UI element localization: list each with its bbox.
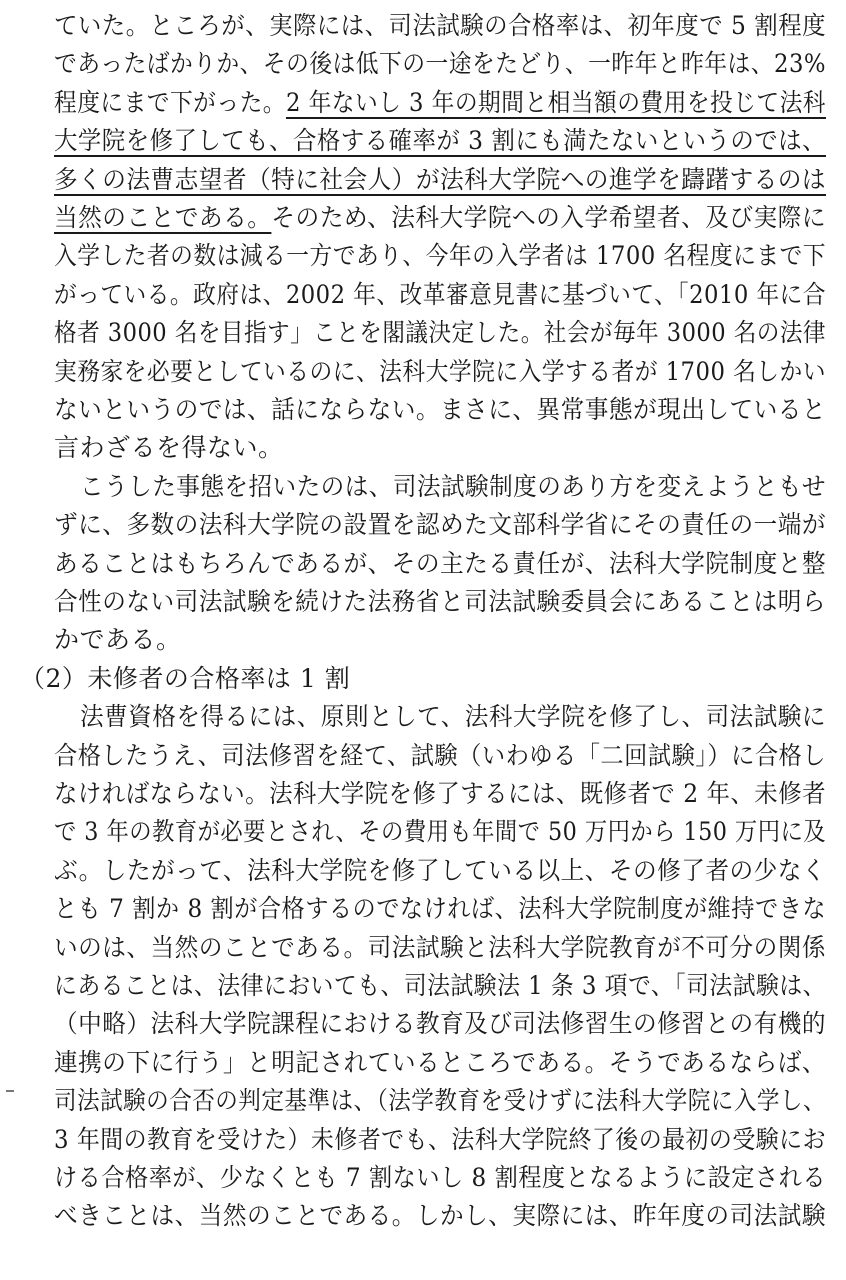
text-segment: なければならない。法科大学院を修了するには、既修者で 2 年、未修者 — [54, 779, 826, 808]
text-line — [54, 85, 826, 121]
text-line — [54, 430, 284, 466]
text-segment: そのため、法科大学院への入学希望者、及び実際に — [271, 203, 826, 232]
text-segment: （中略）法科大学院課程における教育及び司法修習生の修習との有機的 — [54, 1009, 826, 1039]
text-line — [54, 238, 826, 274]
text-segment: 司法試験の合否の判定基準は、（法学教育を受けずに法科大学院に入学し、 — [54, 1086, 826, 1116]
text-line — [80, 699, 826, 735]
text-segment: こうした事態を招いたのは、司法試験制度のあり方を変えようともせ — [80, 471, 826, 501]
text-line — [54, 200, 826, 236]
underlined-text: 当然のことである。 — [54, 203, 272, 232]
text-segment: 入学した者の数は減る一方であり、今年の入学者は 1700 名程度にまで下 — [54, 241, 826, 271]
text-line — [54, 123, 826, 159]
text-segment: ないというのでは、話にならない。まさに、異常事態が現出していると — [54, 395, 826, 424]
text-segment: で 3 年の教育が必要とされ、その費用も年間で 50 万円から 150 万円に及 — [54, 817, 826, 847]
text-line — [54, 1198, 826, 1234]
text-line — [54, 1083, 826, 1119]
text-line — [54, 277, 826, 313]
text-line — [54, 1006, 826, 1042]
text-segment: 実務家を必要としているのに、法科大学院に入学する者が 1700 名しかい — [54, 356, 826, 386]
text-line — [54, 392, 826, 428]
text-line — [80, 469, 826, 505]
text-segment: ずに、多数の法科大学院の設置を認めた文部科学省にその責任の一端が — [54, 510, 826, 540]
text-line — [54, 930, 826, 966]
text-line — [54, 315, 826, 351]
text-line — [54, 1160, 826, 1196]
text-line — [54, 1122, 826, 1158]
text-segment: あることはもちろんであるが、その主たる責任が、法科大学院制度と整 — [54, 548, 826, 578]
text-line — [54, 546, 826, 582]
text-line — [54, 8, 826, 44]
text-line — [54, 853, 826, 889]
text-line — [54, 46, 826, 82]
text-line — [54, 162, 826, 198]
text-line — [54, 776, 826, 812]
underlined-text: 多くの法曹志望者（特に社会人）が法科大学院への進学を躊躇するのは — [54, 164, 826, 194]
text-segment: 格者 3000 名を目指す」ことを閣議決定した。社会が毎年 3000 名の法律 — [54, 318, 826, 348]
text-segment: 合格したうえ、司法修習を経て、試験（いわゆる「二回試験」）に合格し — [54, 740, 826, 770]
text-segment: であったばかりか、その後は低下の一途をたどり、一昨年と昨年は、23% — [54, 49, 826, 79]
text-segment: ける合格率が、少なくとも 7 割ないし 8 割程度となるように設定される — [54, 1163, 826, 1192]
text-segment: 程度にまで下がった。 — [54, 87, 286, 117]
text-segment: 法曹資格を得るには、原則として、法科大学院を修了し、司法試験に — [80, 702, 826, 732]
text-line — [54, 891, 826, 927]
text-segment: 連携の下に行う」と明記されているところである。そうであるならば、 — [54, 1047, 826, 1077]
text-line — [54, 1045, 826, 1081]
text-segment: がっている。政府は、2002 年、改革審意見書に基づいて、「2010 年に合 — [54, 279, 826, 309]
text-line — [54, 507, 826, 543]
text-segment: べきことは、当然のことである。しかし、実際には、昨年度の司法試験 — [54, 1201, 826, 1231]
section-heading — [20, 661, 350, 697]
text-line — [54, 584, 826, 620]
text-line — [54, 354, 826, 390]
text-line — [54, 968, 826, 1004]
text-line — [54, 622, 182, 658]
text-segment: 合性のない司法試験を続けた法務省と司法試験委員会にあることは明ら — [54, 587, 826, 616]
text-segment: 言わざるを得ない。 — [54, 433, 284, 463]
text-segment: 3 年間の教育を受けた）未修者でも、法科大学院終了後の最初の受験にお — [54, 1124, 826, 1154]
text-segment: かである。 — [54, 625, 182, 655]
underlined-text: 2 年ないし 3 年の期間と相当額の費用を投じて法科 — [285, 87, 826, 117]
margin-mark — [6, 1090, 14, 1092]
text-segment: ぶ。したがって、法科大学院を修了している以上、その修了者の少なく — [54, 855, 826, 885]
text-segment: （2）未修者の合格率は 1 割 — [20, 663, 351, 693]
text-segment: にあることは、法律においても、司法試験法 1 条 3 項で、「司法試験は、 — [54, 971, 826, 1000]
text-segment: とも 7 割か 8 割が合格するのでなければ、法科大学院制度が維持できな — [54, 894, 826, 924]
text-line — [54, 738, 826, 774]
text-segment: ていた。ところが、実際には、司法試験の合格率は、初年度で 5 割程度 — [54, 11, 826, 40]
text-segment: いのは、当然のことである。司法試験と法科大学院教育が不可分の関係 — [54, 932, 826, 962]
underlined-text: 大学院を修了しても、合格する確率が 3 割にも満たないというのでは、 — [54, 126, 826, 156]
text-line — [54, 814, 826, 850]
